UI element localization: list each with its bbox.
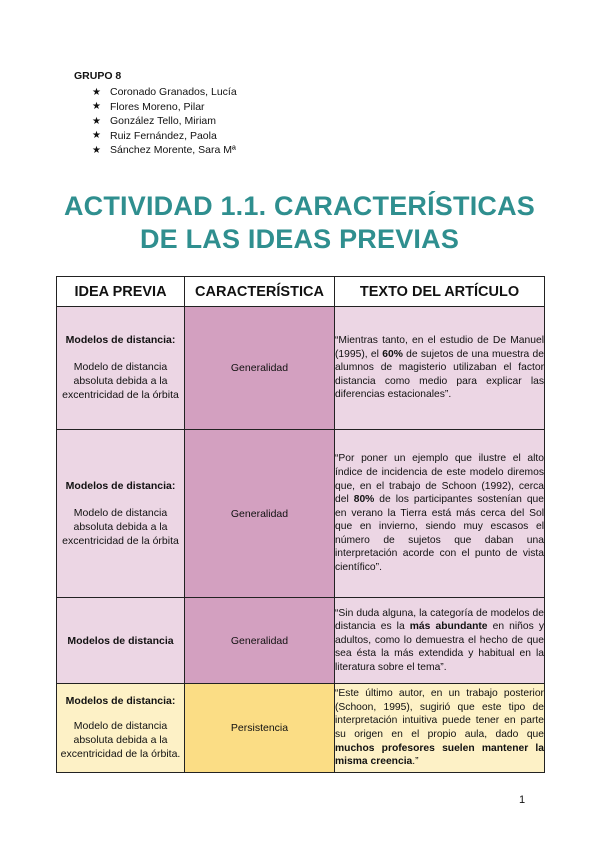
member-name: Sánchez Morente, Sara Mª — [110, 144, 236, 157]
article-text-cell — [335, 684, 545, 773]
idea-description: Modelo de distancia absoluta debida a la excentricidad de la órbita — [62, 506, 179, 547]
idea-title: Modelos de distancia: — [65, 334, 176, 346]
member-name: González Tello, Miriam — [110, 115, 217, 128]
characteristic-cell: Generalidad — [185, 598, 335, 684]
table-row — [57, 684, 545, 773]
title-line-2: DE LAS IDEAS PREVIAS — [139, 224, 460, 254]
table-row — [57, 430, 545, 598]
article-text-cell — [335, 598, 545, 684]
star-bullet-icon: ★ — [92, 86, 101, 98]
characteristic-cell: Generalidad — [185, 307, 335, 430]
idea-title: Modelos de distancia: — [65, 479, 176, 492]
title-line-1: ACTIVIDAD 1.1. CARACTERÍSTICAS — [63, 191, 536, 221]
idea-cell — [57, 307, 185, 430]
article-text-cell — [335, 430, 545, 598]
text-segment: en niños y adultos, como lo demuestra el hecho de que sea ésta la más extendida y habitual en la literatura sobre el tema”. — [335, 621, 544, 673]
member-item — [92, 143, 237, 158]
star-bullet-icon: ★ — [92, 101, 101, 113]
member-name: Ruiz Fernández, Paola — [110, 129, 217, 142]
idea-cell — [57, 430, 185, 598]
member-item — [92, 100, 237, 115]
member-item — [92, 114, 237, 129]
group-info — [74, 70, 237, 158]
page-number: 1 — [519, 794, 526, 806]
star-bullet-icon: ★ — [92, 115, 101, 127]
table-row — [57, 598, 545, 684]
group-title: GRUPO 8 — [74, 70, 122, 82]
star-bullet-icon: ★ — [92, 130, 101, 142]
idea-cell — [57, 684, 185, 773]
emphasized-text: 80% — [353, 494, 375, 506]
text-segment: de los participantes sostenían que en verano la Tierra está más cerca del Sol que en invierno, siendo muy escasos el número de sujetos que daban una interpretación acorde con el punto de vista científico”. — [335, 494, 544, 574]
text-segment: “Por poner un ejemplo que ilustre el alto índice de incidencia de este modelo diremos que, en el trabajo de Schoon (1992), cerca del — [335, 453, 544, 506]
ideas-table — [56, 276, 545, 773]
member-item — [92, 129, 237, 144]
table-header-row — [57, 277, 545, 307]
characteristic-cell: Persistencia — [185, 684, 335, 773]
text-segment: “Este último autor, en un trabajo posterior (Schoon, 1995), sugirió que este tipo de interpretación intuitiva puede tener en parte su origen en el propio aula, dado que — [335, 688, 544, 740]
text-segment: “Mientras tanto, en el estudio de De Manuel (1995), el — [335, 335, 544, 360]
idea-description: Modelo de distancia absoluta debida a la excentricidad de la órbita. — [60, 720, 181, 760]
idea-title: Modelos de distancia — [67, 634, 174, 647]
emphasized-text: 60% — [382, 348, 403, 360]
article-text-cell — [335, 307, 545, 430]
emphasized-text: más abundante — [409, 621, 488, 633]
header-idea-previa: IDEA PREVIA — [57, 277, 185, 307]
member-name: Flores Moreno, Pilar — [110, 100, 205, 113]
member-name: Coronado Granados, Lucía — [110, 86, 237, 99]
text-segment: de sujetos de una muestra de alumnos de magisterio utilizaban el factor distancia como medio para explicar las diferencias estacionales”. — [335, 348, 544, 401]
text-segment: .” — [412, 756, 419, 768]
idea-title: Modelos de distancia: — [65, 695, 176, 707]
characteristic-cell: Generalidad — [185, 430, 335, 598]
star-bullet-icon: ★ — [92, 144, 101, 156]
idea-description: Modelo de distancia absoluta debida a la excentricidad de la órbita — [62, 361, 179, 401]
member-item — [92, 85, 237, 100]
member-list — [74, 85, 237, 158]
emphasized-text: muchos profesores suelen mantener la misma creencia — [335, 742, 544, 768]
header-caracteristica: CARACTERÍSTICA — [185, 277, 335, 307]
text-segment: “Sin duda alguna, la categoría de modelos de distancia es la — [335, 607, 544, 633]
header-texto-articulo: TEXTO DEL ARTÍCULO — [335, 277, 545, 307]
table-row — [57, 307, 545, 430]
page-title — [0, 190, 599, 256]
idea-cell — [57, 598, 185, 684]
